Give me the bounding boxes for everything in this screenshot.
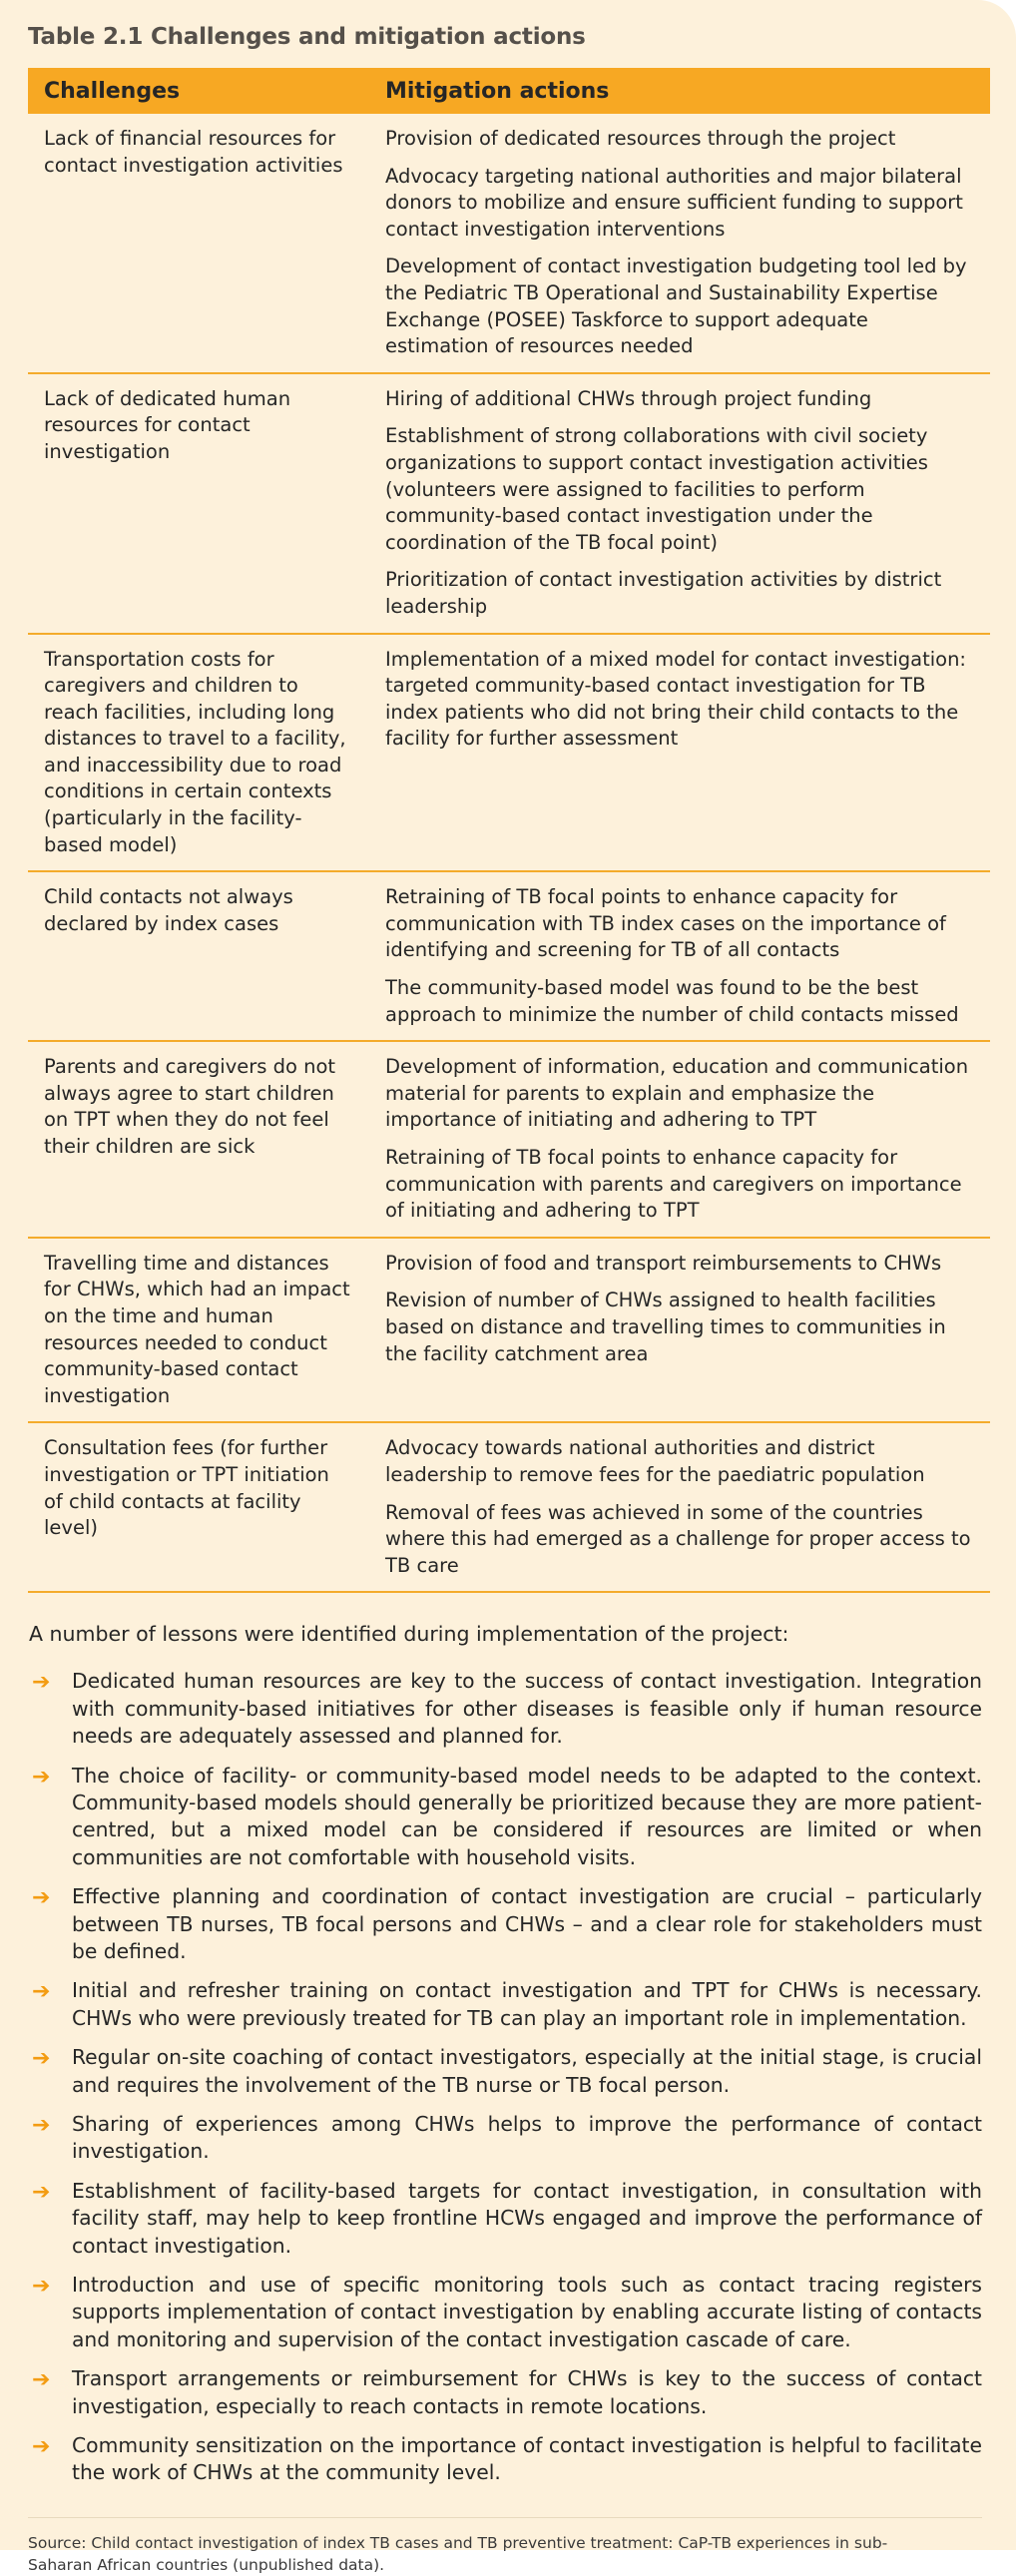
list-item (28, 1763, 982, 1872)
list-item (28, 2111, 982, 2166)
arrow-right-icon: ➔ (32, 2434, 51, 2460)
list-item (28, 2432, 982, 2487)
lesson-text: Community sensitization on the importance of contact investigation is helpful to facilitate the work of CHWs at the community level. (72, 2433, 982, 2485)
mitigation-action: Retraining of TB focal points to enhance capacity for communication with TB index cases on the importance of identifying and screening for TB of all contacts (385, 885, 946, 962)
mitigation-action: Removal of fees was achieved in some of the countries where this had emerged as a challenge for proper access to TB care (385, 1500, 971, 1577)
list-item (28, 2178, 982, 2260)
mitigation-cell (369, 373, 990, 634)
arrow-right-icon: ➔ (32, 1764, 51, 1790)
header-mitigation-actions: Mitigation actions (369, 68, 990, 114)
table-body (28, 114, 990, 1592)
lesson-text: Introduction and use of specific monitoring tools such as contact tracing registers supports implementation of contact investigation by enabling accurate listing of contacts and monitoring and supervision of the contact investigation cascade of care. (72, 2273, 982, 2351)
table-title: Table 2.1 Challenges and mitigation actions (28, 24, 586, 50)
challenge-cell: Lack of financial resources for contact investigation activities (28, 114, 369, 373)
challenge-cell: Parents and caregivers do not always agree to start children on TPT when they do not feel their children are sick (28, 1041, 369, 1238)
list-item (28, 2044, 982, 2099)
lesson-text: Sharing of experiences among CHWs helps to improve the performance of contact investigation. (72, 2112, 982, 2164)
lesson-text: Regular on-site coaching of contact investigators, especially at the initial stage, is crucial and requires the involvement of the TB nurse or TB focal person. (72, 2045, 982, 2097)
table-row (28, 373, 990, 634)
mitigation-action: Implementation of a mixed model for contact investigation: targeted community-based contact investigation for TB index patients who did not bring their child contacts to the facility for further assessment (385, 647, 966, 751)
table-row (28, 1238, 990, 1423)
list-item (28, 2272, 982, 2353)
mitigation-cell (369, 634, 990, 872)
divider (28, 2517, 982, 2518)
list-item (28, 1977, 982, 2032)
arrow-right-icon: ➔ (32, 2274, 51, 2300)
arrow-right-icon: ➔ (32, 2367, 51, 2393)
mitigation-action: Hiring of additional CHWs through project funding (385, 386, 872, 410)
mitigation-cell (369, 1422, 990, 1592)
list-item (28, 1668, 982, 1750)
mitigation-action: Establishment of strong collaborations with civil society organizations to support contact investigation activities (volunteers were assigned to facilities to perform community-based contact investigation under the coordination of the TB focal point) (385, 424, 928, 554)
lesson-text: Dedicated human resources are key to the success of contact investigation. Integration with community-based initiatives for other diseases is feasible only if human resource needs are adequately assessed and planned for. (72, 1669, 982, 1749)
lesson-text: Transport arrangements or reimbursement for CHWs is key to the success of contact investigation, especially to reach contacts in remote locations. (72, 2366, 982, 2418)
challenge-cell: Consultation fees (for further investigation or TPT initiation of child contacts at facility level) (28, 1422, 369, 1592)
challenge-cell: Travelling time and distances for CHWs, which had an impact on the time and human resources needed to conduct community-based contact investigation (28, 1238, 369, 1423)
mitigation-action: Prioritization of contact investigation activities by district leadership (385, 568, 942, 618)
table-row (28, 1041, 990, 1238)
list-item (28, 1883, 982, 1965)
mitigation-cell (369, 1238, 990, 1423)
table-row (28, 1422, 990, 1592)
arrow-right-icon: ➔ (32, 1670, 51, 1696)
lesson-text: The choice of facility- or community-based model needs to be adapted to the context. Community-based models should generally be prioritized because they are more patient-centred, but a mixed model can be considered if resources are limited or when communities are not comfortable with household visits. (72, 1763, 982, 1869)
mitigation-cell (369, 114, 990, 373)
lessons-list (28, 1668, 982, 2487)
mitigation-cell (369, 1041, 990, 1238)
lesson-text: Establishment of facility-based targets for contact investigation, in consultation with facility staff, may help to keep frontline HCWs engaged and improve the performance of contact investigation. (72, 2178, 982, 2258)
mitigation-cell (369, 871, 990, 1041)
challenges-table (28, 68, 990, 1593)
challenge-cell: Child contacts not always declared by index cases (28, 871, 369, 1041)
lesson-text: Initial and refresher training on contact investigation and TPT for CHWs is necessary. CHWs who were previously treated for TB can play an important role in implementation. (72, 1978, 982, 2030)
table-row (28, 114, 990, 373)
arrow-right-icon: ➔ (32, 2046, 51, 2072)
table-header-row (28, 68, 990, 114)
arrow-right-icon: ➔ (32, 2113, 51, 2138)
arrow-right-icon: ➔ (32, 1979, 51, 2005)
table-row (28, 634, 990, 872)
mitigation-action: Provision of dedicated resources through the project (385, 127, 896, 150)
challenge-cell: Lack of dedicated human resources for contact investigation (28, 373, 369, 634)
header-challenges: Challenges (28, 68, 369, 114)
lessons-intro: A number of lessons were identified during implementation of the project: (29, 1622, 789, 1647)
table-row (28, 871, 990, 1041)
mitigation-action: Provision of food and transport reimbursements to CHWs (385, 1251, 942, 1275)
arrow-right-icon: ➔ (32, 1885, 51, 1911)
mitigation-action: Development of contact investigation budgeting tool led by the Pediatric TB Operational and Sustainability Expertise Exchange (POSEE) Taskforce to support adequate estimation of resources needed (385, 255, 967, 358)
mitigation-action: The community-based model was found to be the best approach to minimize the number of child contacts missed (385, 976, 959, 1026)
mitigation-action: Retraining of TB focal points to enhance capacity for communication with parents and caregivers on importance of initiating and adhering to TPT (385, 1146, 962, 1223)
list-item (28, 2365, 982, 2420)
mitigation-action: Advocacy towards national authorities and district leadership to remove fees for the paediatric population (385, 1436, 925, 1486)
arrow-right-icon: ➔ (32, 2179, 51, 2205)
lesson-text: Effective planning and coordination of contact investigation are crucial – particularly between TB nurses, TB focal persons and CHWs – and a clear role for stakeholders must be defined. (72, 1884, 982, 1963)
mitigation-action: Development of information, education and communication material for parents to explain and emphasize the importance of initiating and adhering to TPT (385, 1055, 969, 1132)
challenge-cell: Transportation costs for caregivers and children to reach facilities, including long distances to travel to a facility, and inaccessibility due to road conditions in certain contexts (particularly in the facility-based model) (28, 634, 369, 872)
mitigation-action: Advocacy targeting national authorities and major bilateral donors to mobilize and ensure sufficient funding to support contact investigation interventions (385, 164, 963, 241)
source-note: Source: Child contact investigation of index TB cases and TB preventive treatment: CaP-TB experiences in sub-Saharan African countries (unpublished data). (28, 2533, 888, 2574)
mitigation-action: Revision of number of CHWs assigned to health facilities based on distance and travelling times to communities in the facility catchment area (385, 1288, 946, 1365)
